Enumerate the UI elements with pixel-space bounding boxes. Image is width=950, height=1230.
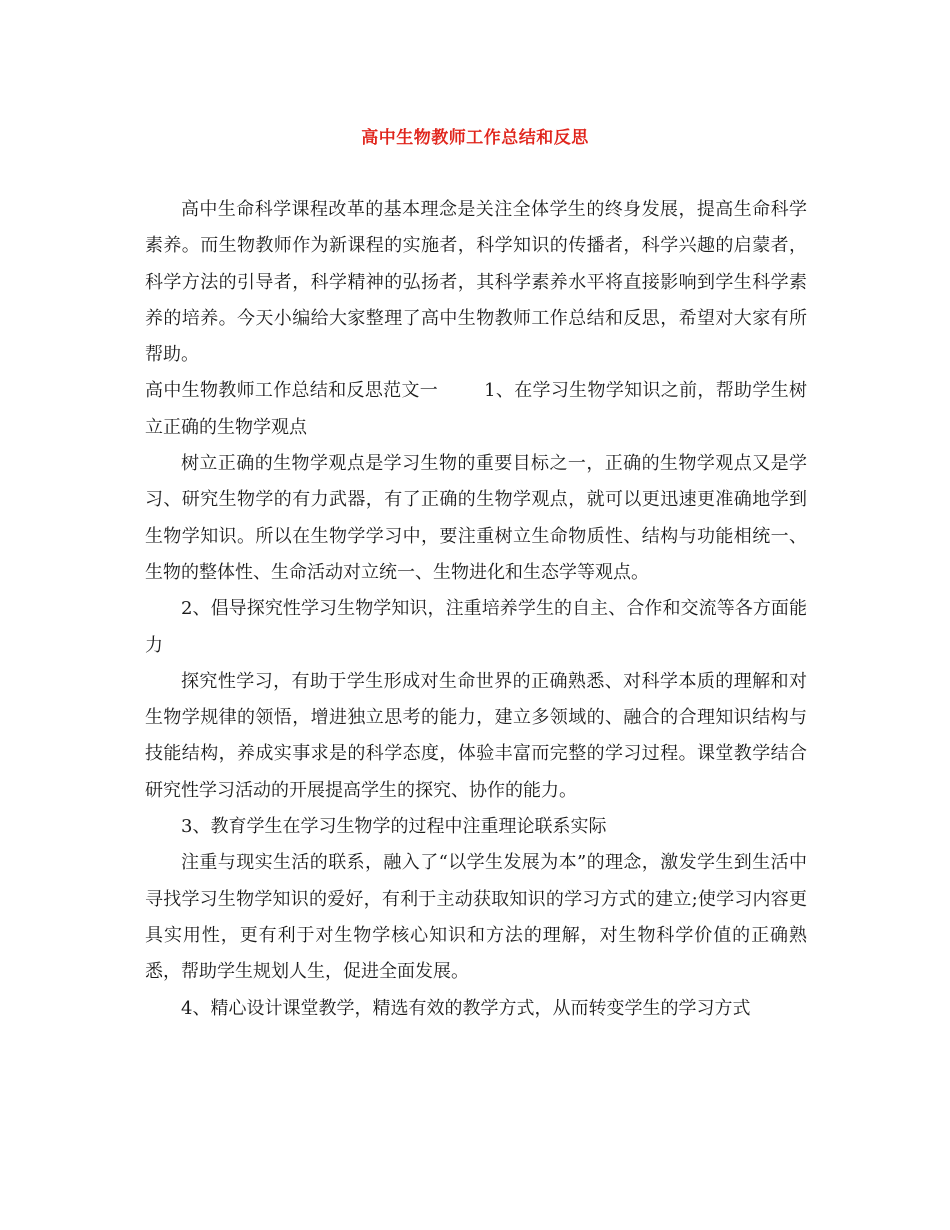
section-heading-line	[145, 373, 807, 446]
item-4-heading: 4、精心设计课堂教学，精选有效的教学方式，从而转变学生的学习方式	[181, 997, 751, 1019]
paragraph-2: 探究性学习，有助于学生形成对生命世界的正确熟悉、对科学本质的理解和对生物学规律的领悟，增进独立思考的能力，建立多领域的、融合的合理知识结构与技能结构，养成实事求是的科学态度，体验丰富而完整的学习过程。课堂教学结合研究性学习活动的开展提高学生的探究、协作的能力。	[145, 670, 807, 801]
document-title: 高中生物教师工作总结和反思	[361, 128, 589, 148]
item-3-heading: 3、教育学生在学习生物学的过程中注重理论联系实际	[181, 816, 607, 838]
paragraph-3: 注重与现实生活的联系，融入了“以学生发展为本”的理念，激发学生到生活中寻找学习生物学知识的爱好，有利于主动获取知识的学习方式的建立;使学习内容更具实用性，更有利于对生物学核心知识和方法的理解，对生物科学价值的正确熟悉，帮助学生规划人生，促进全面发展。	[145, 852, 807, 983]
item-2-heading: 2、倡导探究性学习生物学知识，注重培养学生的自主、合作和交流等各方面能力	[145, 598, 807, 656]
section-heading: 高中生物教师工作总结和反思范文一	[145, 380, 439, 402]
document-body	[145, 192, 807, 1027]
intro-paragraph: 高中生命科学课程改革的基本理念是关注全体学生的终身发展，提高生命科学素养。而生物教师作为新课程的实施者，科学知识的传播者，科学兴趣的启蒙者，科学方法的引导者，科学精神的弘扬者，其科学素养水平将直接影响到学生科学素养的培养。今天小编给大家整理了高中生物教师工作总结和反思，希望对大家有所帮助。	[145, 199, 807, 366]
paragraph-1: 树立正确的生物学观点是学习生物的重要目标之一，正确的生物学观点又是学习、研究生物学的有力武器，有了正确的生物学观点，就可以更迅速更准确地学到生物学知识。所以在生物学学习中，要注重树立生命物质性、结构与功能相统一、生物的整体性、生命活动对立统一、生物进化和生态学等观点。	[145, 453, 807, 583]
section-first-item: 1、在学习生物学知识之前，帮助学生树立正确的生物学观点	[145, 380, 808, 438]
